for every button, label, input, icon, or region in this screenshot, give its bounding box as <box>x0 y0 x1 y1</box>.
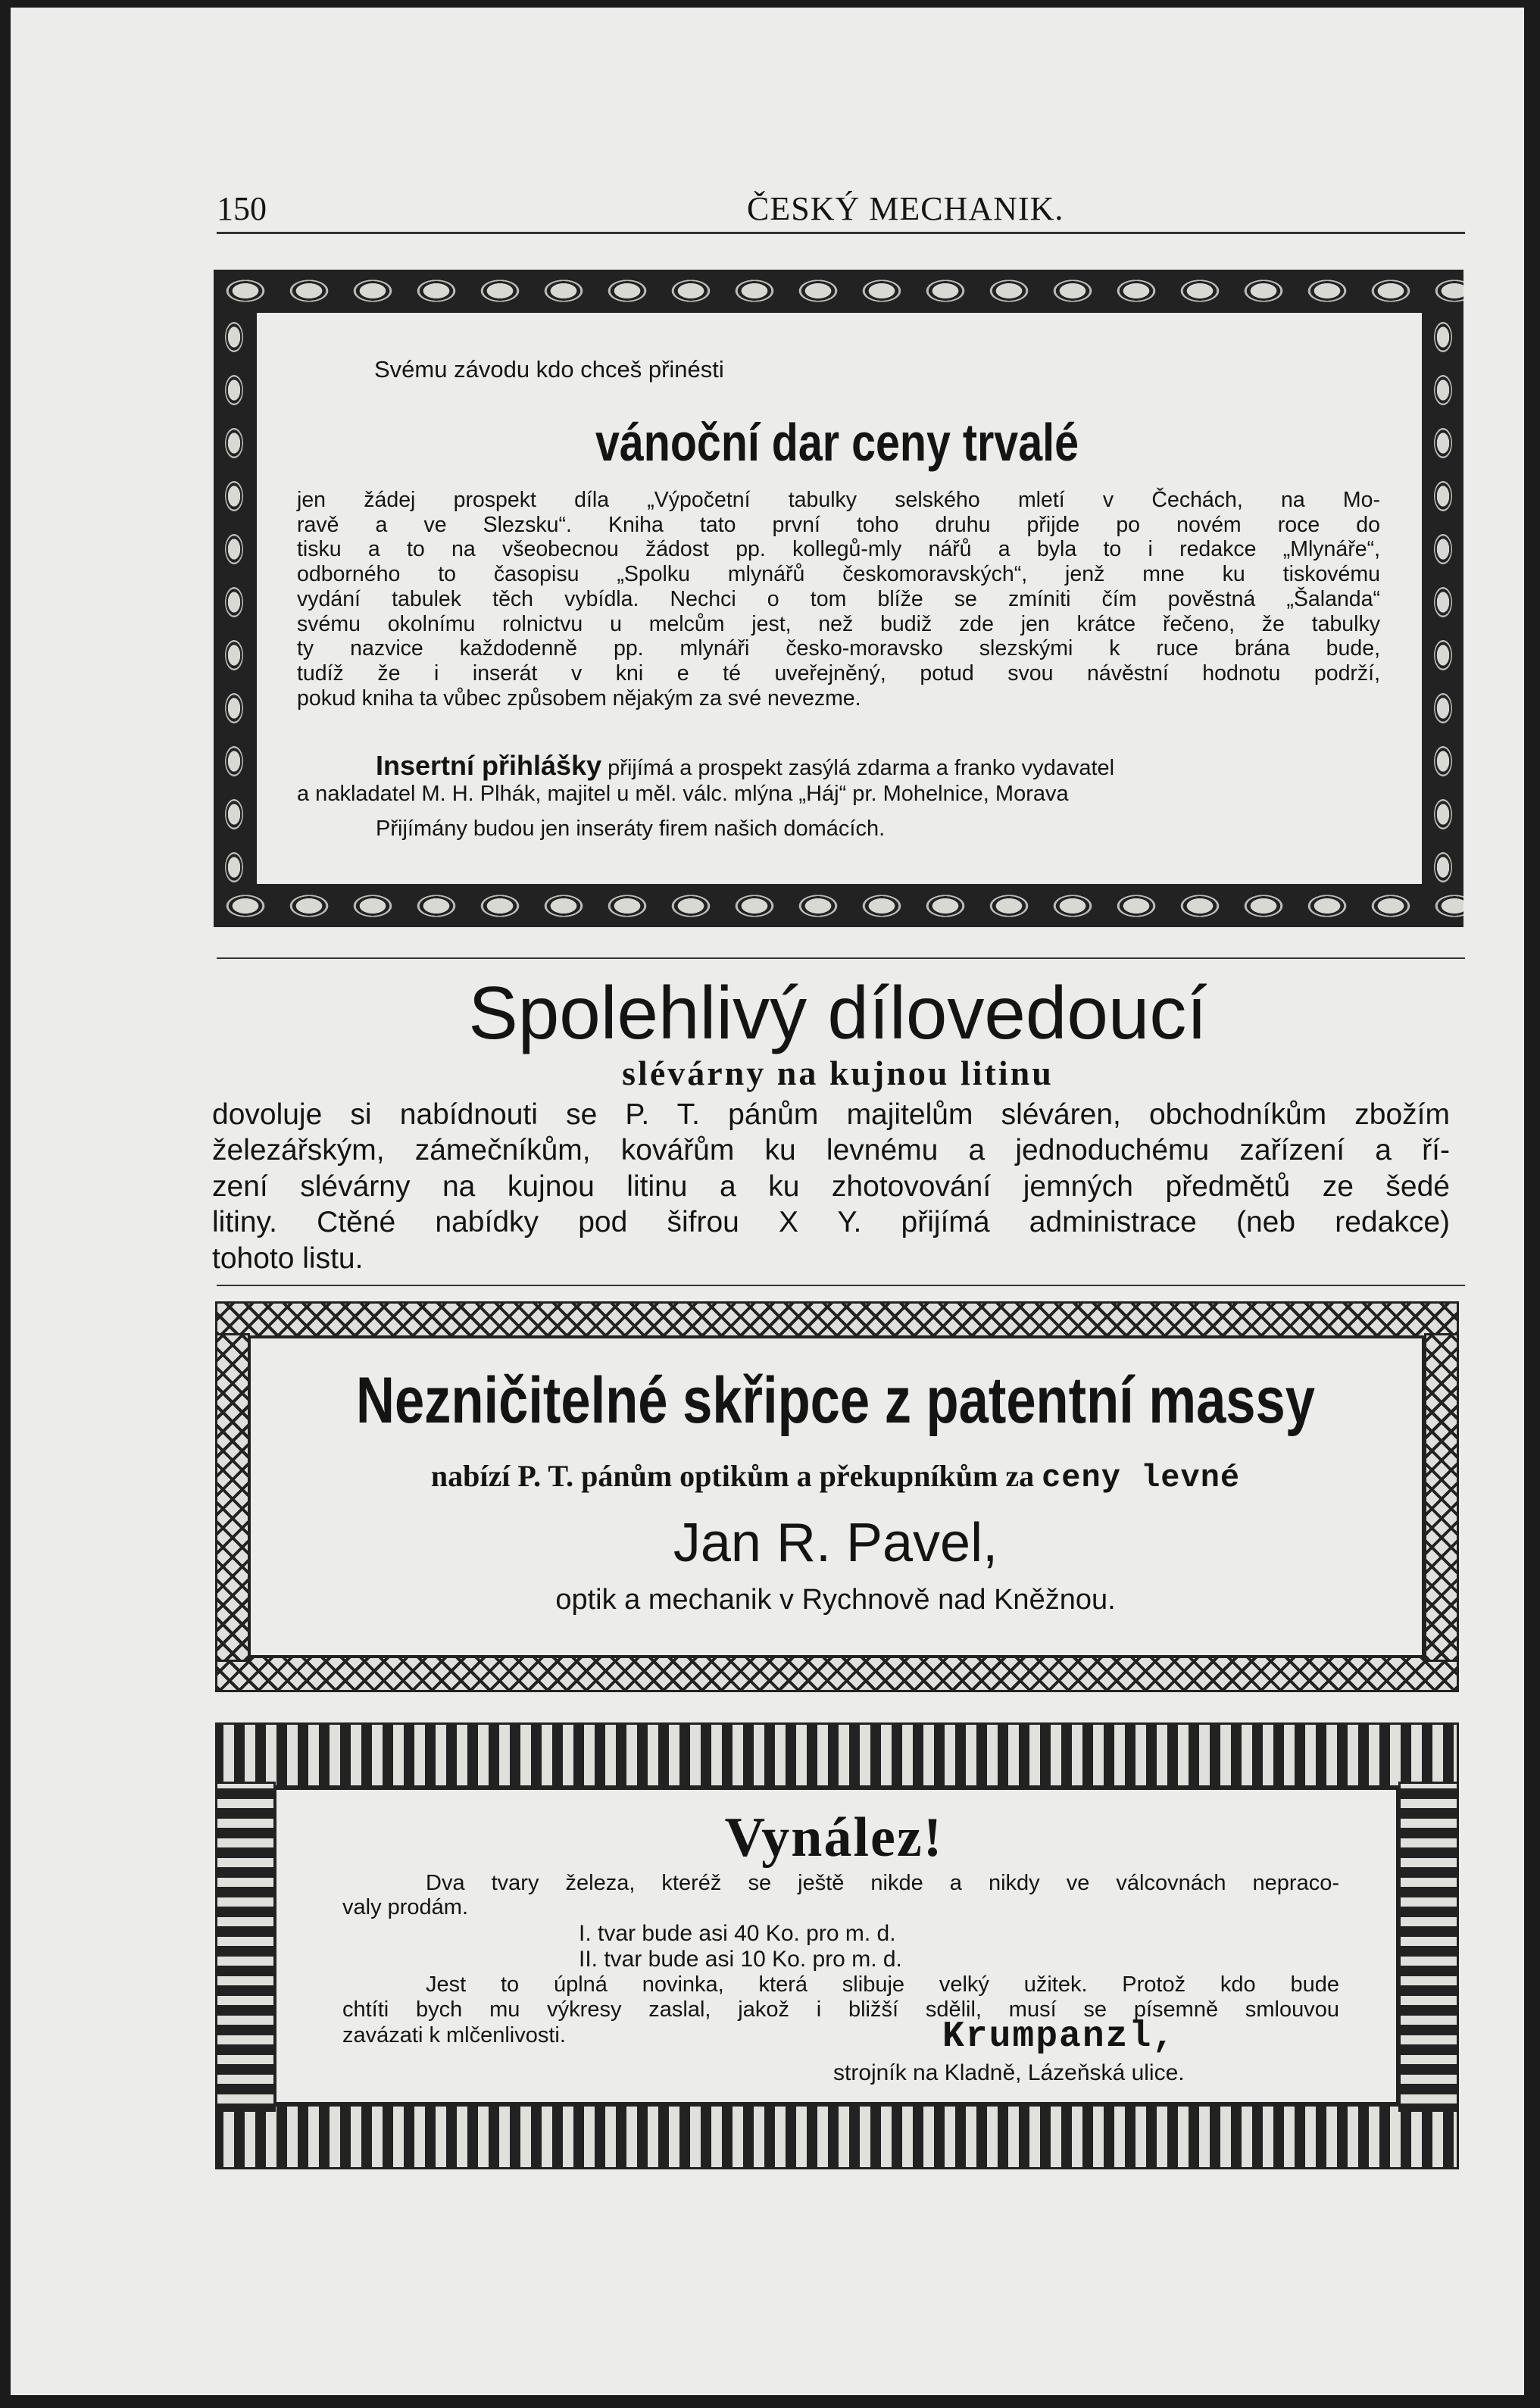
body-line: tudíž že i inserát v kni e té uveřejněný, potud svou návěstní hodnotu podrží, <box>297 661 1380 686</box>
ornament-border-right <box>1398 1782 1459 2112</box>
signature-line: strojník na Kladně, Lázeňská ulice. <box>833 2060 1185 2085</box>
ornament-border-left <box>215 1782 276 2112</box>
body-line: odborného to časopisu „Spolku mlynářů českomoravských“, jenž mne ku tiskovému <box>297 562 1380 587</box>
offer-item: II. tvar bude asi 10 Ko. pro m. d. <box>579 1947 902 1972</box>
body-line: zavázati k mlčenlivosti. <box>342 2022 566 2047</box>
page-number: 150 <box>217 190 267 227</box>
ad-note: Přijímány budou jen inseráty firem našich domácích. <box>376 817 886 841</box>
insert-rest: přijímá a prospekt zasýlá zdarma a franko vydavatel <box>601 756 1115 780</box>
separator-rule <box>217 957 1465 959</box>
body-line: ty nazvice každodenně pp. mlynáři česko-moravsko slezskými k ruce brána bude, <box>297 636 1380 661</box>
ad-offer <box>250 1459 1421 1497</box>
body-line: pokud kniha ta vůbec způsobem nějakým za své nevezme. <box>297 686 861 711</box>
ornament-border-right <box>1423 311 1463 886</box>
ad-headline: Vynález! <box>724 1807 944 1869</box>
body-line: chtíti bych mu výkresy zaslal, jakož i bližší sdělil, musí se písemně smlouvou <box>342 1997 1339 2022</box>
ornament-border-top <box>214 270 1463 312</box>
ornament-border-right <box>1424 1333 1459 1662</box>
insert-lead: Insertní přihlášky <box>376 750 602 781</box>
offer-emphasis: ceny levné <box>1042 1460 1241 1496</box>
ad-body <box>297 488 1380 711</box>
body-line: valy prodám. <box>342 1895 469 1920</box>
ad-subheadline: slévárny na kujnou litinu <box>622 1054 1054 1092</box>
body-line: Dva tvary železa, kteréž se ještě nikde a nikdy ve válcovnách nepraco- <box>426 1871 1339 1895</box>
ornament-border-top <box>215 1301 1459 1338</box>
offer-text: nabízí P. T. pánům optikům a překupníkům za <box>430 1459 1035 1493</box>
ad-headline: Nezničitelné skřipce z patentní massy <box>356 1364 1315 1437</box>
body-line: jen žádej prospekt díla „Výpočetní tabulky selského mletí v Čechách, na Mo- <box>297 488 1380 512</box>
body-line: železářským, zámečníkům, kovářům ku levnému a jednoduchému zařízení a ří- <box>212 1134 1450 1167</box>
running-head <box>217 189 1459 235</box>
ad-body-continued <box>342 1972 1339 2048</box>
ornament-border-left <box>214 311 255 886</box>
body-line: Jest to úplná novinka, která slibuje velký užitek. Protož kdo bude <box>426 1972 1339 1997</box>
insert-line <box>376 750 1383 782</box>
separator-rule <box>217 1285 1465 1286</box>
publisher-line: a nakladatel M. H. Plhák, majitel u měl. válc. mlýna „Háj“ pr. Mohelnice, Morava <box>297 782 1069 806</box>
body-line: dovoluje si nabídnouti se P. T. pánům majitelům sléváren, obchodníkům zbožím <box>212 1098 1450 1131</box>
body-line: svému okolnímu rolnictvu u melcům jest, než budiž zde jen krátce řečeno, že tabulky <box>297 611 1380 636</box>
ad-headline: vánoční dar ceny trvalé <box>595 413 1079 472</box>
ad-body <box>342 1871 1339 1920</box>
ad-intro: Svému závodu kdo chceš přinésti <box>374 356 724 383</box>
header-rule <box>217 232 1465 234</box>
ornament-border-bottom <box>215 2104 1459 2169</box>
body-line: vydání tabulek těch vybídla. Nechci o tom blíže se zmíniti čím pověstná „Šalanda“ <box>297 586 1380 611</box>
ornament-border-left <box>215 1333 250 1662</box>
ornament-border-bottom <box>214 885 1463 927</box>
ad-headline: Spolehlivý dílovedoucí <box>468 971 1207 1054</box>
body-line: tisku a to na všeobecnou žádost pp. kollegů-mly nářů a byla to i redakce „Mlynáře“, <box>297 537 1380 562</box>
ornament-border-bottom <box>215 1656 1459 1692</box>
body-line: ravě a ve Slezsku“. Kniha tato první toho druhu přijde po novém roce do <box>297 512 1380 537</box>
advertiser-occupation: optik a mechanik v Rychnově nad Kněžnou. <box>555 1584 1116 1616</box>
ornament-border-top <box>215 1722 1459 1788</box>
newspaper-page <box>11 8 1524 2395</box>
ad-body <box>212 1097 1450 1276</box>
signature: Krumpanzl, <box>942 2016 1176 2057</box>
journal-title: ČESKÝ MECHANIK. <box>747 190 1064 227</box>
advertiser-name: Jan R. Pavel, <box>673 1513 998 1573</box>
body-line: tohoto listu. <box>212 1241 364 1275</box>
offer-item: I. tvar bude asi 40 Ko. pro m. d. <box>579 1921 896 1946</box>
body-line: zení slévárny na kujnou litinu a ku zhotovování jemných předmětů ze šedé <box>212 1170 1450 1203</box>
body-line: litiny. Ctěné nabídky pod šifrou X Y. přijímá administrace (neb redakce) <box>212 1206 1450 1239</box>
